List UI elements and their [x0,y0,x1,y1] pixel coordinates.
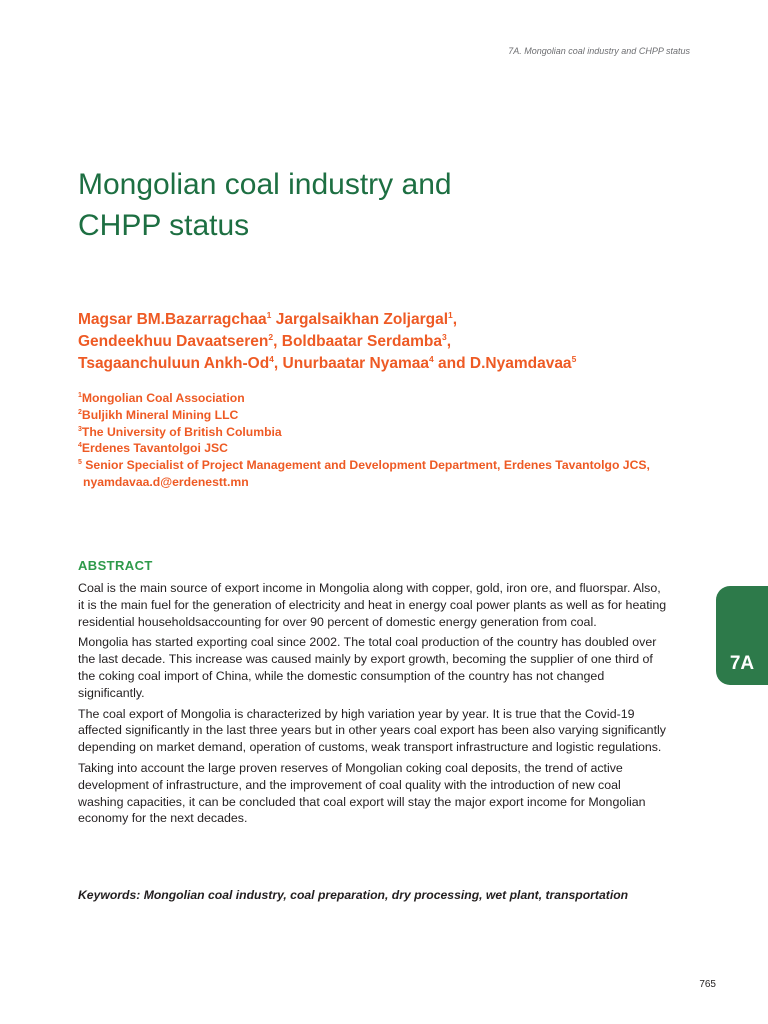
section-tab-label: 7A [729,653,755,674]
affiliation-item [78,424,718,441]
author-affiliation-mark: 4 [428,354,434,364]
author-affiliation-mark: 4 [269,354,274,364]
author-affiliation-mark: 2 [268,332,274,342]
author-separator: , [273,355,283,372]
author-name: Unurbaatar Nyamaa [282,355,429,372]
author-affiliation-mark: 3 [441,332,447,342]
affiliation-mark: 4 [78,442,82,450]
abstract-body [78,580,668,831]
keywords: Keywords: Mongolian coal industry, coal preparation, dry processing, wet plant, transportation [78,888,629,902]
author-separator: , [452,311,458,328]
abstract-paragraph: Taking into account the large proven reserves of Mongolian coking coal deposits, the trend of active development of infrastructure, and the improvement of coal quality with the introduction of new coal washing capacities, it can be concluded that coal export will stay the major export income for Mongolian economy for the next decades. [78,760,646,826]
author-affiliation-mark: 1 [266,310,272,320]
author-separator: and [433,355,470,372]
title-line-2: CHPP status [78,209,250,242]
affiliation-text: Erdenes Tavantolgoi JSC [81,441,228,456]
section-tab [716,586,768,685]
abstract-heading: ABSTRACT [78,558,153,573]
author-line-2 [78,331,718,353]
affiliation-item [78,457,718,474]
affiliation-mark: 3 [78,425,82,433]
author-name: D.Nyamdavaa [469,355,572,372]
affiliation-item [78,407,718,424]
page-number: 765 [699,979,716,990]
affiliation-item [78,440,718,457]
author-separator: , [273,333,282,350]
affiliation-mark: 5 [78,459,82,467]
author-name: Magsar BM.Bazarragchaa [78,311,267,328]
author-name: Boldbaatar Serdamba [281,333,442,350]
author-affiliation-mark: 1 [448,310,453,320]
abstract-paragraph: Coal is the main source of export income in Mongolia along with copper, gold, iron ore, and fluorspar. Also, it is the main fuel for the generation of electricity and heat in energy coal power plants as well as for heating residential householdsaccounting for over 90 percent of domestic energy generation from coal. [78,581,667,629]
affiliation-mark: 2 [78,408,82,416]
running-header: 7A. Mongolian coal industry and CHPP status [508,46,690,56]
affiliation-item [78,390,718,407]
affiliation-mark: 1 [78,392,82,399]
affiliation-text: Buljikh Mineral Mining LLC [81,407,239,422]
author-list [78,309,718,375]
affiliation-text: Senior Specialist of Project Management and Development Department, Erdenes Tavantolgo JCS, [81,458,650,473]
author-name: Gendeekhuu Davaatseren [78,333,269,350]
contact-email: nyamdavaa.d@erdenestt.mn [83,474,249,489]
affiliation-text: Mongolian Coal Association [81,391,245,405]
abstract-paragraph: The coal export of Mongolia is characterized by high variation year by year. It is true that the Covid-19 affected significantly in the last three years but in other years coal export has been also varying significantly depending on market demand, operation of customs, weak transport infrastructure and logistic regulations. [78,706,666,755]
author-name: Tsagaanchuluun Ankh-Od [78,355,270,372]
author-affiliation-mark: 5 [571,354,577,364]
author-separator: , [446,333,452,350]
abstract-paragraph: Mongolia has started exporting coal since 2002. The total coal production of the country has doubled over the last decade. This increase was caused mainly by export growth, becoming the supplier of one third of the coking coal import of China, while the domestic consumption of the country has not changed significantly. [78,635,657,700]
author-line-3 [78,353,718,375]
affiliation-text: The University of British Columbia [81,424,282,439]
author-line-1 [78,309,718,331]
author-name: Jargalsaikhan Zoljargal [275,311,449,328]
title-line-1: Mongolian coal industry and [78,168,452,201]
paper-title [78,164,638,246]
affiliation-list [78,390,718,491]
